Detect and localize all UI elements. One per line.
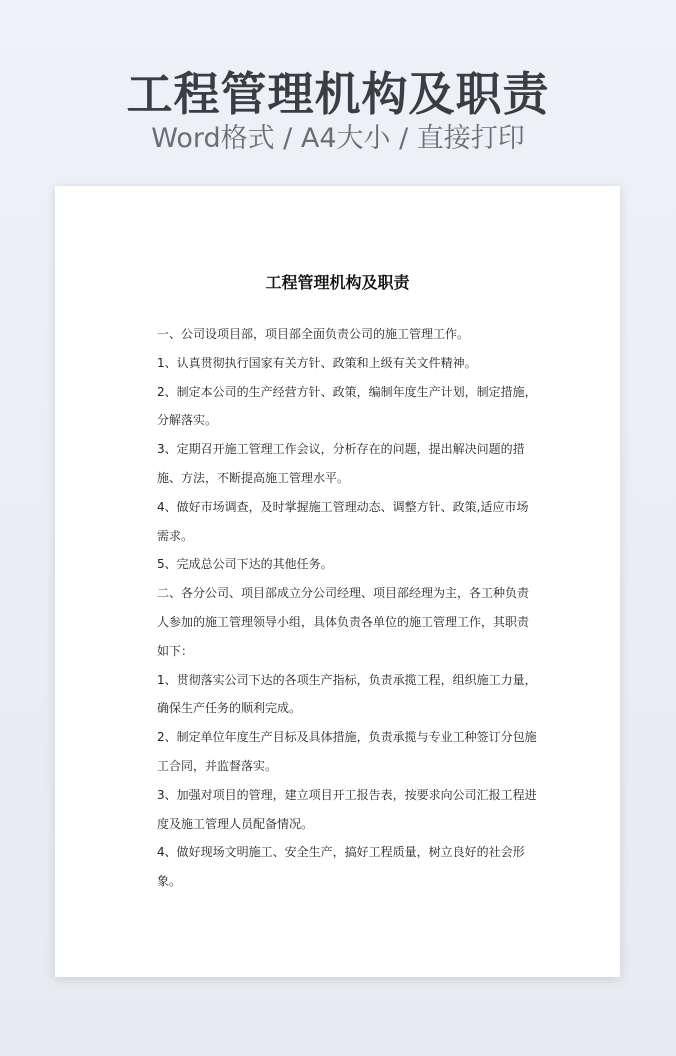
paragraph-section-1: 一、公司设项目部，项目部全面负责公司的施工管理工作。 <box>157 327 470 341</box>
paragraph-item-2-1: 1、贯彻落实公司下达的各项生产指标，负责承揽工程，组织施工力量，确保生产任务的顺利完成。 <box>157 672 537 716</box>
document-body <box>157 320 537 896</box>
paragraph-item-1-2: 2、制定本公司的生产经营方针、政策，编制年度生产计划，制定措施，分解落实。 <box>157 384 537 428</box>
banner-subtitle: Word格式 / A4大小 / 直接打印 <box>151 123 525 154</box>
paragraph-item-1-4: 4、做好市场调查，及时掌握施工管理动态、调整方针、政策,适应市场需求。 <box>157 499 529 543</box>
paragraph-item-2-3: 3、加强对项目的管理，建立项目开工报告表，按要求向公司汇报工程进度及施工管理人员配备情况。 <box>157 787 537 831</box>
paragraph-item-2-4: 4、做好现场文明施工、安全生产，搞好工程质量，树立良好的社会形象。 <box>157 845 525 889</box>
banner-title: 工程管理机构及职责 <box>126 67 550 121</box>
paragraph-item-1-5: 5、完成总公司下达的其他任务。 <box>157 557 333 572</box>
paragraph-section-2: 二、各分公司、项目部成立分公司经理、项目部经理为主，各工种负责人参加的施工管理领导小组，具体负责各单位的施工管理工作，其职责如下： <box>157 586 530 658</box>
document-page <box>55 186 620 977</box>
document-title: 工程管理机构及职责 <box>265 273 410 292</box>
paragraph-item-1-3: 3、定期召开施工管理工作会议，分析存在的问题，提出解决问题的措施、方法，不断提高施工管理水平。 <box>157 442 525 485</box>
paragraph-item-1-1: 1、认真贯彻执行国家有关方针、政策和上级有关文件精神。 <box>157 355 477 370</box>
paragraph-item-2-2: 2、制定单位年度生产目标及具体措施，负责承揽与专业工种签订分包施工合同，并监督落实。 <box>157 730 537 773</box>
